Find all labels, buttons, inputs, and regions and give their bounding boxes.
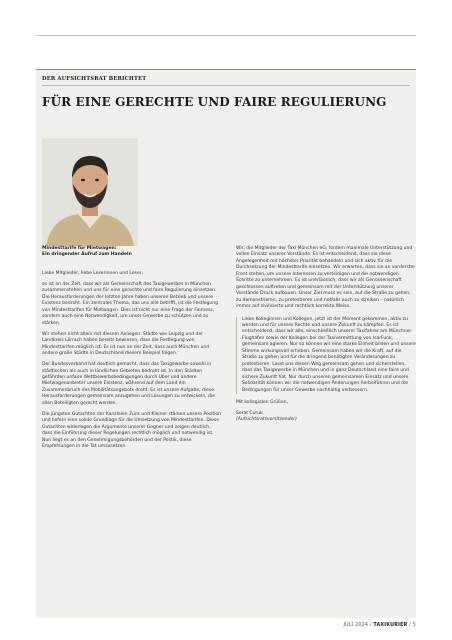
body-paragraph: es ist an der Zeit, dass wir als Gemeinschaft des Taxigewerbes in München zusammenstehen und uns für eine gerechte und faire Regulierung einsetzen. Die Herausforderungen der letzten Jahre haben unseren Betrieb und unsere Existenz bedroht. Ein zentrales Thema, das uns alle betrifft, ist die Festlegung von Mindesttarifen für Mietwagen. Dies ist nicht nur eine Frage der Fairness, sondern auch eine Notwendigkeit, um unser Gewerbe zu schützen und zu stärken. — [42, 281, 218, 326]
footer-separator: / — [368, 623, 374, 628]
subhead-line-1: Mindesttarife für Mietwagen: — [42, 246, 117, 251]
top-rule — [36, 35, 416, 36]
footer-page-separator: / — [407, 623, 413, 628]
body-paragraph: Wir, die Mitglieder der Taxi München eG, fordern maximale Unterstützung und vollen Einsatz unserer Vorstände. Es ist entscheidend, dass sie diese Angelegenheit mit höchster Priorität behandeln und sich aktiv für die Durchsetzung der Mindesttarife einsetzen. Wir erwarten, dass sie an vorderster Front stehen, um unsere Interessen zu verteidigen und die notwendigen Schritte zu unternehmen. Es ist unerlässlich, dass wir als Genossenschaft geschlossen auftreten und gemeinsam mit der Unterstützung unserer Vorstände Druck aufbauen. Unser Ziel muss es sein, auf die Straße zu gehen, zu demonstrieren, zu protestieren und notfalls auch zu streiken – natürlich immer auf zivilisierte und rechtlich korrekte Weise. — [236, 246, 416, 310]
page-footer — [344, 623, 416, 628]
footer-issue: JULI 2024 — [343, 623, 369, 628]
body-paragraph: Wir stehen nicht allein mit diesem Anliegen. Städte wie Leipzig und der Landkreis Lörrach haben bereits bewiesen, dass die Festlegung von Mindesttarifen möglich ist. Es ist nun an der Zeit, dass auch München und andere große Städte in Deutschland diesem Beispiel folgen. — [42, 331, 210, 357]
salutation: Liebe Mitglieder, liebe Leserinnen und Leser, — [42, 270, 144, 276]
kicker-divider — [42, 85, 410, 86]
signature-name: Serat Curuk — [236, 411, 263, 417]
highlighted-appeal-quote: Liebe Kolleginnen und Kollegen, jetzt ist der Moment gekommen, aktiv zu werden und für unsere Rechte und unsere Zukunft zu kämpfen. Es ist entscheidend, dass wir alle, einschließlich unserer Taxifahrer am Münchner Flughafen sowie der Kollegen bei der Taxivermittlung von IsarFunk, gemeinsam agieren. Nur so können wir eine starke Einheit bilden und unsere Stimme wirkungsvoll erheben. Gemeinsam haben wir die Kraft, auf die Straße zu gehen und für die dringend benötigten Veränderungen zu protestieren. Lasst uns diesen Weg gemeinsam gehen und sicherstellen, dass das Taxigewerbe in München und in ganz Deutschland eine faire und sichere Zukunft hat. Nur durch unseren gemeinsamen Einsatz und unsere Solidarität können wir die notwendigen Änderungen herbeiführen und die Bedingungen für unser Gewerbe nachhaltig verbessern. — [236, 317, 416, 394]
closing-greeting: Mit kollegialen Grüßen, — [236, 399, 289, 405]
footer-magazine: TAXIKURIER — [373, 623, 408, 628]
signature-role: (Aufsichtsratsvorsitzender) — [236, 417, 297, 423]
body-paragraph: Die jüngsten Gutachten der Kanzleien Zuck und Kleiner stärken unsere Position und liefern eine solide Grundlage für die Umsetzung von Mindesttarifen. Diese Gutachten widerlegen die Argumente unserer Gegner und zeigen deutlich, dass die Einführung dieser Regelungen rechtlich möglich und notwendig ist. Nun liegt es an den Genehmigungsbehörden und der Politik, diese Empfehlungen in die Tat umzusetzen. — [42, 411, 222, 450]
footer-page-number: 5 — [412, 623, 416, 628]
section-kicker: DER AUFSICHTSRAT BERICHTET — [42, 76, 147, 82]
article-panel — [36, 69, 416, 618]
left-text-column — [42, 246, 222, 455]
author-portrait-photo — [42, 138, 138, 246]
body-paragraph: Der Bundesverband hat deutlich gemacht, dass das Taxigewerbe sowohl in städtischen als auch in ländlichen Gebieten bedroht ist. In den Städten gefährden unfaire Wettbewerbsbedingungen durch Uber und andere Mietwagenanbieter unsere Existenz, während auf dem Land ein Zusammenbruch des Mobilitätsangebots droht. Es ist unsere Aufgabe, diese Herausforderungen gemeinsam anzugehen und Lösungen zu entwickeln, die allen Beteiligten gerecht werden. — [42, 362, 215, 406]
subhead-line-2: Ein dringender Aufruf zum Handeln — [42, 252, 132, 258]
article-subhead — [42, 246, 222, 259]
article-headline: FÜR EINE GERECHTE UND FAIRE REGULIERUNG — [42, 95, 387, 109]
right-text-column — [236, 246, 416, 424]
